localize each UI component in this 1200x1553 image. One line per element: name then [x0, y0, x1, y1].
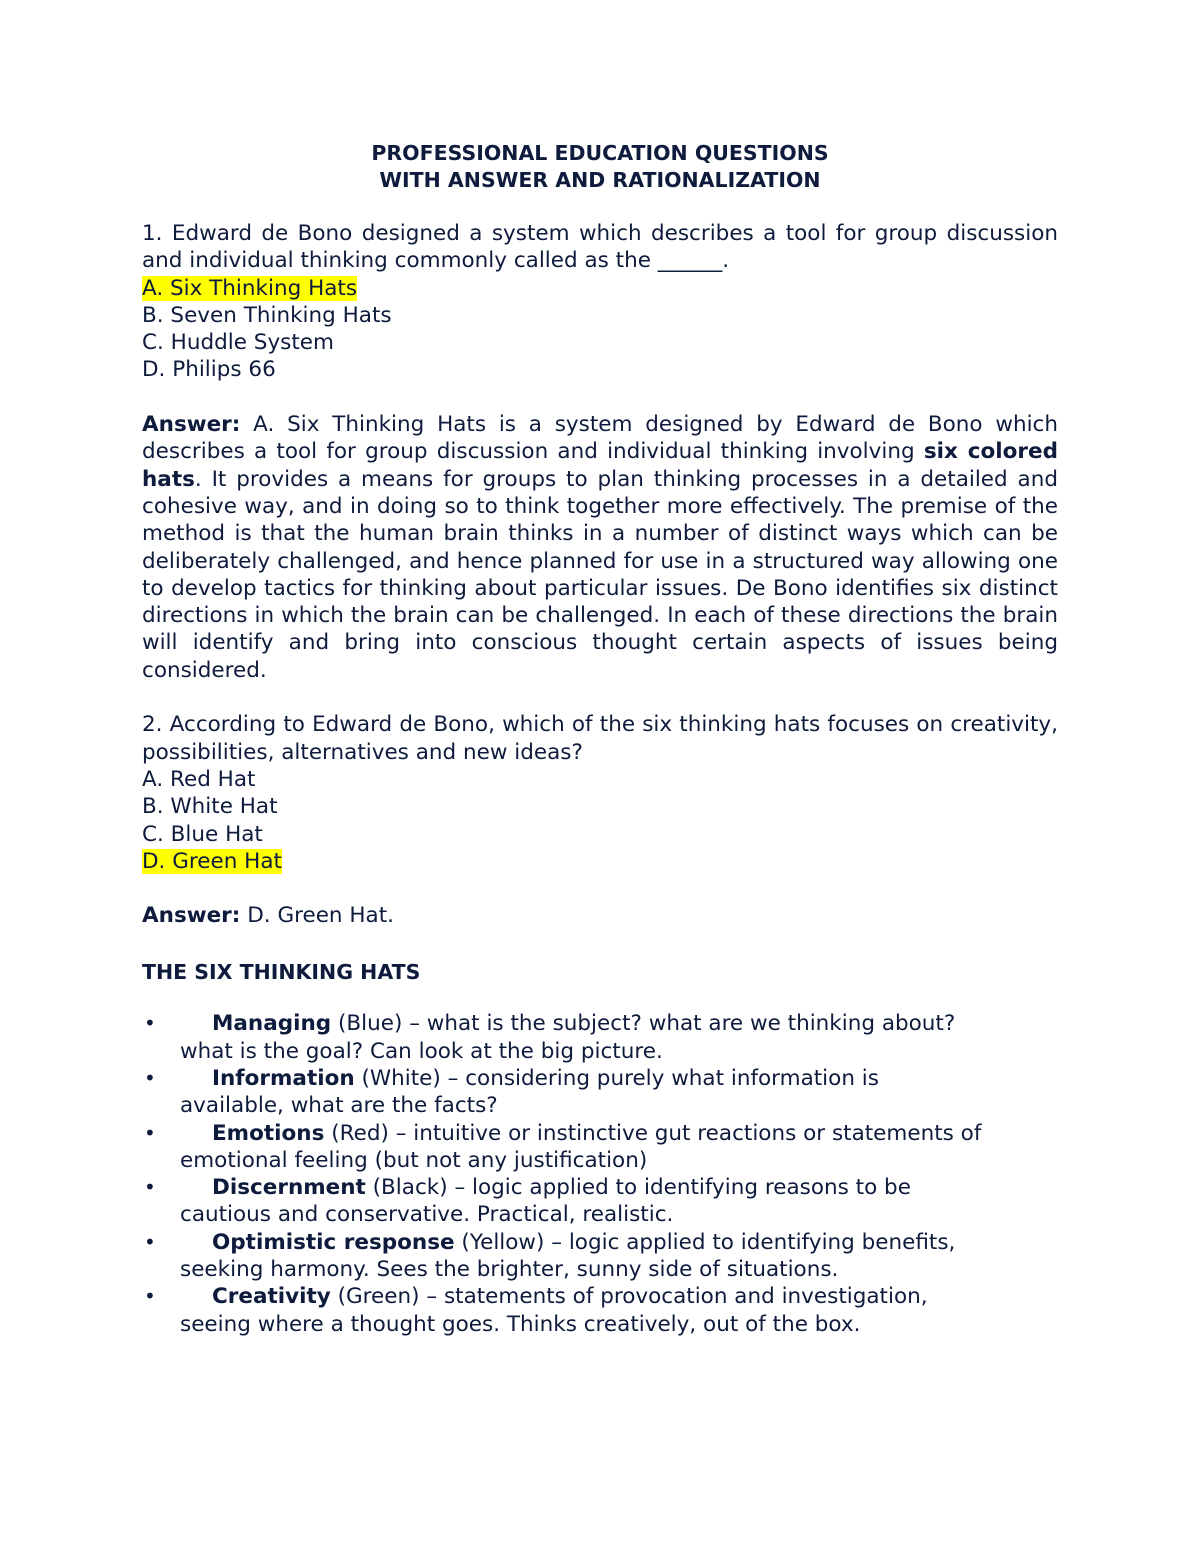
question-1-option-a: [142, 275, 1058, 302]
hat-name: Emotions: [212, 1120, 325, 1146]
rationale-part-1: A. Six Thinking Hats is a system designed by Edward de Bono which describes a tool for group discussion and individual thinking involving: [142, 412, 1058, 465]
hat-color: (Green): [330, 1284, 420, 1310]
question-1-option-d: D. Philips 66: [142, 357, 276, 383]
hat-color: (Red): [324, 1120, 389, 1146]
hat-description-cont: seeking harmony. Sees the brighter, sunny side of situations.: [180, 1256, 839, 1282]
hat-color: (White): [354, 1065, 441, 1091]
hat-color: (Blue): [331, 1011, 403, 1037]
hat-description: – statements of provocation and investigation,: [419, 1284, 928, 1310]
title-line-1: PROFESSIONAL EDUCATION QUESTIONS: [371, 141, 829, 165]
bullet-icon: •: [144, 1120, 156, 1145]
list-item: [142, 1229, 1058, 1284]
hat-name: Discernment: [212, 1175, 366, 1201]
hat-description: – what is the subject? what are we thinking about?: [402, 1011, 956, 1037]
hat-description-cont: available, what are the facts?: [180, 1093, 498, 1119]
hat-description-cont: seeing where a thought goes. Thinks creatively, out of the box.: [180, 1311, 861, 1337]
hat-description: – intuitive or instinctive gut reactions or statements of: [388, 1120, 982, 1146]
question-1: [142, 220, 1058, 384]
question-1-option-c: C. Huddle System: [142, 330, 334, 356]
bullet-icon: •: [144, 1011, 156, 1036]
question-2-answer: [142, 902, 1058, 929]
title-line-2: WITH ANSWER AND RATIONALIZATION: [379, 168, 821, 192]
list-item: [142, 1120, 1058, 1175]
bullet-icon: •: [144, 1175, 156, 1200]
hat-description: – logic applied to identifying reasons to be: [447, 1175, 911, 1201]
question-2: [142, 711, 1058, 875]
correct-answer-highlight: A. Six Thinking Hats: [142, 275, 358, 301]
document-page: [142, 140, 1058, 1338]
rationale-emphasis: six colored hats: [142, 439, 1058, 492]
list-item: [142, 1283, 1058, 1338]
answer-label: Answer:: [142, 412, 241, 438]
hats-list: [142, 1010, 1058, 1338]
question-2-option-d: [142, 848, 1058, 875]
list-item: [142, 1010, 1058, 1065]
hat-description: – considering purely what information is: [440, 1065, 879, 1091]
hat-description: – logic applied to identifying benefits,: [544, 1229, 956, 1255]
list-item: [142, 1174, 1058, 1229]
hat-color: (Black): [365, 1175, 448, 1201]
answer-label: Answer:: [142, 903, 241, 929]
question-1-option-b: B. Seven Thinking Hats: [142, 302, 392, 328]
question-2-stem: 2. According to Edward de Bono, which of the six thinking hats focuses on creativity, possibilities, alternatives and new ideas?: [142, 712, 1058, 765]
document-title: [82, 140, 1118, 194]
question-1-stem: 1. Edward de Bono designed a system which describes a tool for group discussion and individual thinking commonly called as the ______.: [142, 221, 1058, 274]
hat-description-cont: cautious and conservative. Practical, realistic.: [180, 1202, 674, 1228]
hat-name: Information: [212, 1065, 355, 1091]
bullet-icon: •: [144, 1284, 156, 1309]
bullet-icon: •: [144, 1229, 156, 1254]
section-heading: THE SIX THINKING HATS: [142, 960, 421, 985]
question-2-option-b: B. White Hat: [142, 794, 278, 820]
hat-name: Creativity: [212, 1284, 331, 1310]
hat-name: Optimistic response: [212, 1229, 455, 1255]
rationale-part-2: . It provides a means for groups to plan thinking processes in a detailed and cohesive way, and in doing so to think together more effectively. The premise of the method is that the human brain thinks in a number of distinct ways which can be deliberately challenged, and hence planned for use in a structured way allowing one to develop tactics for thinking about particular issues. De Bono identifies six distinct directions in which the brain can be challenged. In each of these directions the brain will identify and bring into conscious thought certain aspects of issues being considered.: [142, 466, 1058, 683]
answer-text: D. Green Hat.: [240, 903, 394, 929]
hat-name: Managing: [212, 1011, 332, 1037]
hat-description-cont: what is the goal? Can look at the big picture.: [180, 1038, 663, 1064]
question-2-option-c: C. Blue Hat: [142, 821, 263, 847]
correct-answer-highlight: D. Green Hat: [142, 848, 282, 874]
hat-description-cont: emotional feeling (but not any justification): [180, 1147, 648, 1173]
hat-color: (Yellow): [454, 1229, 545, 1255]
question-2-option-a: A. Red Hat: [142, 766, 256, 792]
list-item: [142, 1065, 1058, 1120]
question-1-rationale: [142, 411, 1058, 684]
bullet-icon: •: [144, 1065, 156, 1090]
